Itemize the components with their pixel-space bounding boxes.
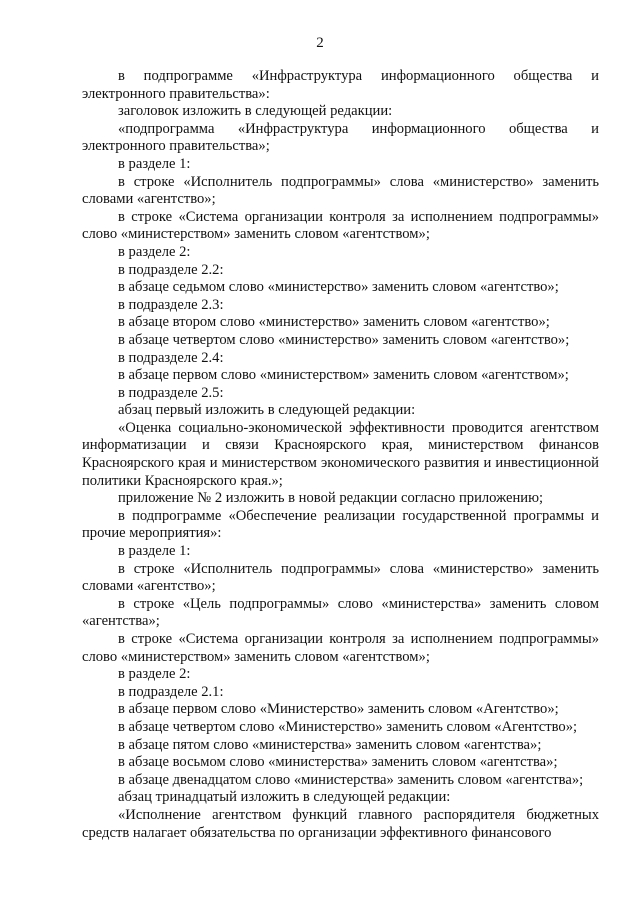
paragraph: в абзаце четвертом слово «министерство» заменить словом «агентство»; [118,331,570,348]
paragraph: в абзаце седьмом слово «министерство» заменить словом «агентство»; [118,279,559,296]
paragraph: в подразделе 2.5: [118,384,224,401]
paragraph: в строке «Цель подпрограммы» слово «министерства» заменить словом «агентства»; [82,595,599,630]
paragraph: абзац первый изложить в следующей редакции: [118,402,416,419]
page-number: 2 [316,35,324,51]
paragraph: в абзаце пятом слово «министерства» заменить словом «агентства»; [118,736,542,753]
paragraph: в подпрограмме «Инфраструктура информационного общества и электронного правительства»: [82,68,599,102]
paragraph: в разделе 1: [118,543,191,560]
paragraph: в абзаце восьмом слово «министерства» заменить словом «агентства»; [118,754,558,771]
paragraph: «Оценка социально-экономической эффективности проводится агентством информатизации и связи Красноярского края, министерством финансов Красноярского края и министерством экономического развития и инвестиционной политики Красноярского края.»; [82,419,599,489]
paragraph: «подпрограмма «Инфраструктура информационного общества и электронного правительства»; [82,120,599,155]
paragraph: в абзаце четвертом слово «Министерство» заменить словом «Агентство»; [118,718,578,735]
paragraph: в строке «Система организации контроля за исполнением подпрограммы» слово «министерством» заменить словом «агентством»; [82,208,599,243]
paragraph: в абзаце втором слово «министерство» заменить словом «агентство»; [118,314,550,331]
paragraph: в разделе 1: [118,155,191,172]
paragraph: в абзаце первом слово «Министерство» заменить словом «Агентство»; [118,701,559,718]
paragraph: в абзаце первом слово «министерством» заменить словом «агентством»; [118,367,569,384]
paragraph: в подразделе 2.3: [118,296,224,313]
paragraph: в разделе 2: [118,243,191,260]
document-body [82,68,599,842]
paragraph: в разделе 2: [118,666,191,683]
paragraph: в подпрограмме «Обеспечение реализации государственной программы и прочие мероприятия»: [82,507,599,542]
paragraph: в строке «Исполнитель подпрограммы» слова «министерство» заменить словами «агентство»; [82,173,599,208]
paragraph: абзац тринадцатый изложить в следующей редакции: [118,789,451,806]
paragraph: в подразделе 2.1: [118,683,224,700]
paragraph: «Исполнение агентством функций главного распорядителя бюджетных средств налагает обязательства по организации эффективного финансового [82,806,599,841]
paragraph: в подразделе 2.4: [118,349,224,366]
paragraph: в подразделе 2.2: [118,261,224,278]
paragraph: в строке «Система организации контроля за исполнением подпрограммы» слово «министерством» заменить словом «агентством»; [82,631,599,665]
paragraph: приложение № 2 изложить в новой редакции согласно приложению; [118,490,544,507]
paragraph: заголовок изложить в следующей редакции: [118,103,393,120]
paragraph: в абзаце двенадцатом слово «министерства» заменить словом «агентства»; [118,771,584,788]
paragraph: в строке «Исполнитель подпрограммы» слова «министерство» заменить словами «агентство»; [82,560,599,595]
